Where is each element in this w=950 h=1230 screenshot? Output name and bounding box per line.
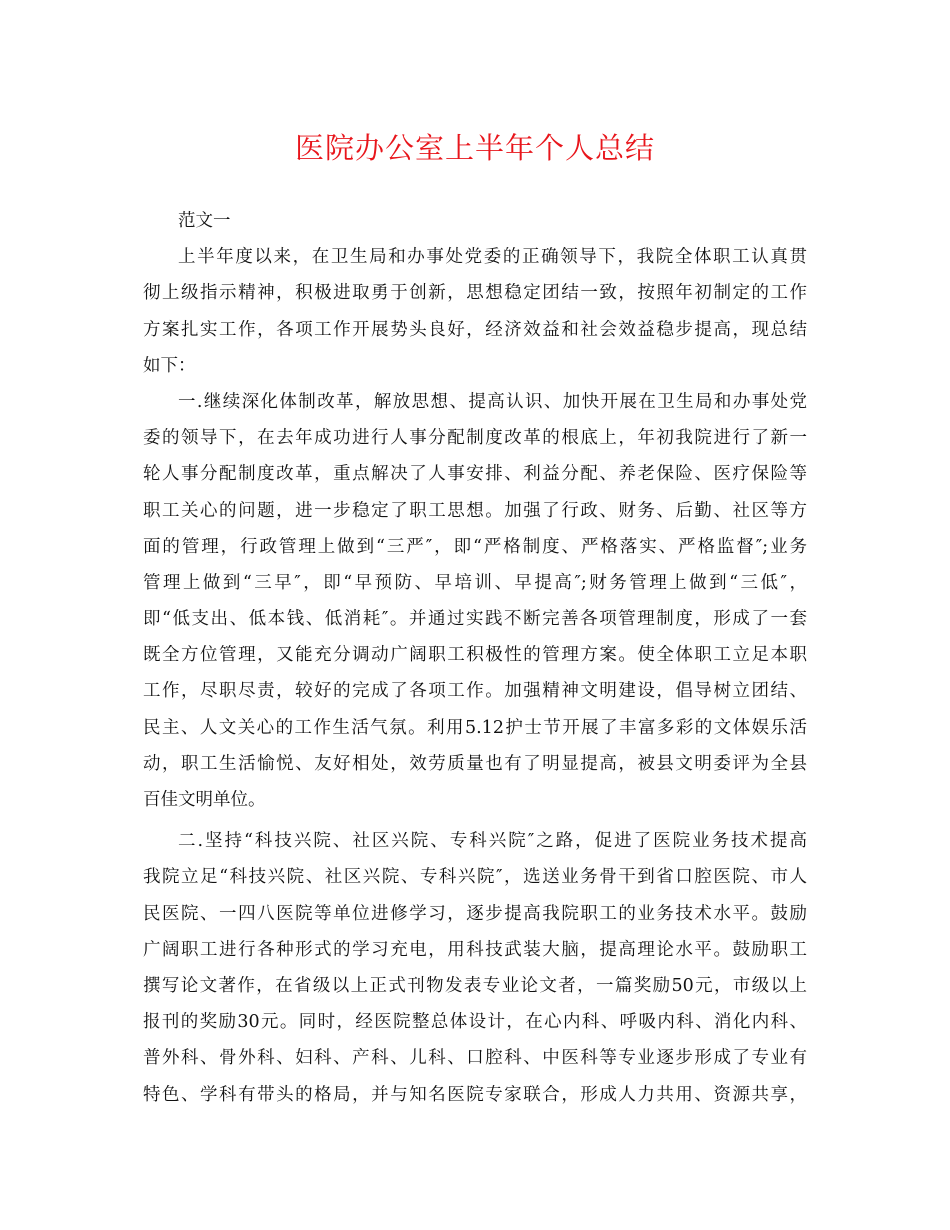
text-line: 既全方位管理，又能充分调动广阔职工积极性的管理方案。使全体职工立足本职 (143, 645, 807, 666)
document-body (143, 203, 807, 1113)
text-line: 委的领导下，在去年成功进行人事分配制度改革的根底上，年初我院进行了新一 (143, 428, 807, 449)
text-line: 如下： (143, 355, 196, 376)
text-line: 民主、人文关心的工作生活气氛。利用5.12护士节开展了丰富多彩的文体娱乐活 (143, 717, 807, 738)
text-line: 方案扎实工作，各项工作开展势头良好，经济效益和社会效益稳步提高，现总结 (143, 319, 807, 340)
text-line: 特色、学科有带头的格局，并与知名医院专家联合，形成人力共用、资源共享， (143, 1084, 807, 1105)
text-line: 管理上做到“三早″，即“早预防、早培训、早提高″;财务管理上做到“三低″， (143, 572, 807, 593)
text-line: 范文一 (178, 211, 231, 231)
text-line: 彻上级指示精神，积极进取勇于创新，思想稳定团结一致，按照年初制定的工作 (143, 283, 807, 304)
text-line: 上半年度以来，在卫生局和办事处党委的正确领导下，我院全体职工认真贯 (178, 247, 807, 268)
text-line: 工作，尽职尽责，较好的完成了各项工作。加强精神文明建设，倡导树立团结、 (143, 681, 807, 702)
text-line: 职工关心的问题，进一步稳定了职工思想。加强了行政、财务、后勤、社区等方 (143, 500, 807, 521)
text-line: 我院立足“科技兴院、社区兴院、专科兴院″，选送业务骨干到省口腔医院、市人 (143, 867, 807, 888)
text-line: 报刊的奖励30元。同时，经医院整总体设计，在心内科、呼吸内科、消化内科、 (143, 1012, 807, 1033)
text-line: 百佳文明单位。 (143, 790, 266, 810)
text-line: 撰写论文著作，在省级以上正式刊物发表专业论文者，一篇奖励50元，市级以上 (143, 975, 807, 996)
text-line: 面的管理，行政管理上做到“三严″，即“严格制度、严格落实、严格监督″;业务 (143, 536, 807, 557)
text-line: 普外科、骨外科、妇科、产科、儿科、口腔科、中医科等专业逐步形成了专业有 (143, 1048, 807, 1069)
text-line: 一.继续深化体制改革，解放思想、提高认识、加快开展在卫生局和办事处党 (178, 391, 807, 412)
text-line: 动，职工生活愉悦、友好相处，效劳质量也有了明显提高，被县文明委评为全县 (143, 753, 807, 774)
text-line: 二.坚持“科技兴院、社区兴院、专科兴院″之路，促进了医院业务技术提高 (178, 831, 807, 852)
document-title: 医院办公室上半年个人总结 (294, 131, 655, 165)
text-line: 广阔职工进行各种形式的学习充电，用科技武装大脑，提高理论水平。鼓励职工 (143, 939, 807, 960)
text-line: 民医院、一四八医院等单位进修学习，逐步提高我院职工的业务技术水平。鼓励 (143, 903, 807, 924)
text-line: 轮人事分配制度改革，重点解决了人事安排、利益分配、养老保险、医疗保险等 (143, 464, 807, 485)
text-line: 即“低支出、低本钱、低消耗″。并通过实践不断完善各项管理制度，形成了一套 (143, 609, 807, 630)
